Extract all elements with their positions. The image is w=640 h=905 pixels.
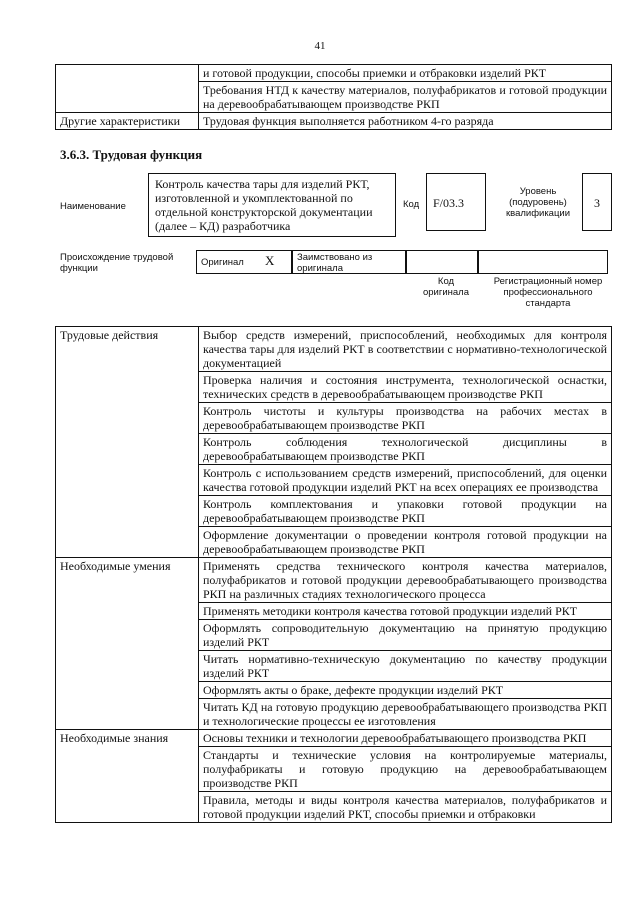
registration-caption: Регистрационный номер профессионального стандарта <box>493 276 603 309</box>
row-label <box>56 65 199 113</box>
original-mark: X <box>265 253 275 268</box>
group-item: Оформлять акты о браке, дефекте продукции изделий РКТ <box>199 682 612 699</box>
original-cell <box>196 250 292 274</box>
group-item: Применять средства технического контроля качества материалов, полуфабрикатов и готовой продукции деревообрабатывающего производства РКП на различных стадиях технологического процесса <box>199 558 612 603</box>
group-item: Проверка наличия и состояния инструмента, технологической оснастки, технических средств в деревообрабатывающем производстве РКП <box>199 372 612 403</box>
page-number: 41 <box>314 40 326 52</box>
origin-code-caption: Код оригинала <box>422 276 469 298</box>
original-label: Оригинал <box>201 257 244 268</box>
group-item: Контроль соблюдения технологической дисциплины в деревообрабатывающем производстве РКП <box>199 434 612 465</box>
row-text: Трудовая функция выполняется работником 4-го разряда <box>199 113 612 130</box>
origin-code-cell <box>406 250 478 274</box>
group-item: Читать КД на готовую продукцию деревообрабатывающего производства РКП и технологические процессы ее изготовления <box>199 699 612 730</box>
function-name-box: Контроль качества тары для изделий РКТ, изготовленной и укомплектованной по отдельной конструкторской документации (далее – КД) разработчика <box>148 173 396 237</box>
group-item: Основы техники и технологии деревообрабатывающего производства РКП <box>199 730 612 747</box>
group-item: Контроль комплектования и упаковки готовой продукции на деревообрабатывающем производстве РКП <box>199 496 612 527</box>
code-label: Код <box>403 199 420 210</box>
continuation-table <box>55 64 612 130</box>
table-row <box>56 558 612 603</box>
labor-function-table <box>55 326 612 823</box>
row-label: Другие характеристики <box>56 113 199 130</box>
borrowed-cell: Заимствовано из оригинала <box>292 250 406 274</box>
table-row <box>56 113 612 130</box>
group-label: Необходимые знания <box>56 730 199 823</box>
group-item: Выбор средств измерений, приспособлений, необходимых для контроля качества тары для изделий РКТ в соответствии с нормативно-технологической документацией <box>199 327 612 372</box>
row-text: Требования НТД к качеству материалов, полуфабрикатов и готовой продукции на деревообрабатывающем производстве РКП <box>199 82 612 113</box>
group-item: Оформление документации о проведении контроля готовой продукции на деревообрабатывающем производстве РКП <box>199 527 612 558</box>
table-row <box>56 65 612 82</box>
level-box: 3 <box>582 173 612 231</box>
table-row <box>56 730 612 747</box>
group-label: Трудовые действия <box>56 327 199 558</box>
group-item: Применять методики контроля качества готовой продукции изделий РКТ <box>199 603 612 620</box>
group-item: Контроль чистоты и культуры производства на рабочих местах в деревообрабатывающем производстве РКП <box>199 403 612 434</box>
group-item: Контроль с использованием средств измерений, приспособлений, для оценки качества готовой продукции изделий РКТ на всех операциях ее производства <box>199 465 612 496</box>
name-label: Наименование <box>60 201 126 212</box>
table-row <box>56 327 612 372</box>
section-title: 3.6.3. Трудовая функция <box>60 147 203 162</box>
group-item: Читать нормативно-техническую документацию по качеству продукции изделий РКТ <box>199 651 612 682</box>
level-label: Уровень (подуровень) квалификации <box>505 186 571 219</box>
group-item: Правила, методы и виды контроля качества материалов, полуфабрикатов и готовой продукции изделий РКТ, способы приемки и отбраковки <box>199 792 612 823</box>
row-text: и готовой продукции, способы приемки и отбраковки изделий РКТ <box>199 65 612 82</box>
registration-number-cell <box>478 250 608 274</box>
group-item: Стандарты и технические условия на контролируемые материалы, полуфабрикаты и готовую продукцию на деревообрабатывающем производстве РКП <box>199 747 612 792</box>
function-code-box: F/03.3 <box>426 173 486 231</box>
group-item: Оформлять сопроводительную документацию на принятую продукцию изделий РКТ <box>199 620 612 651</box>
group-label: Необходимые умения <box>56 558 199 730</box>
origin-label: Происхождение трудовой функции <box>60 252 174 274</box>
